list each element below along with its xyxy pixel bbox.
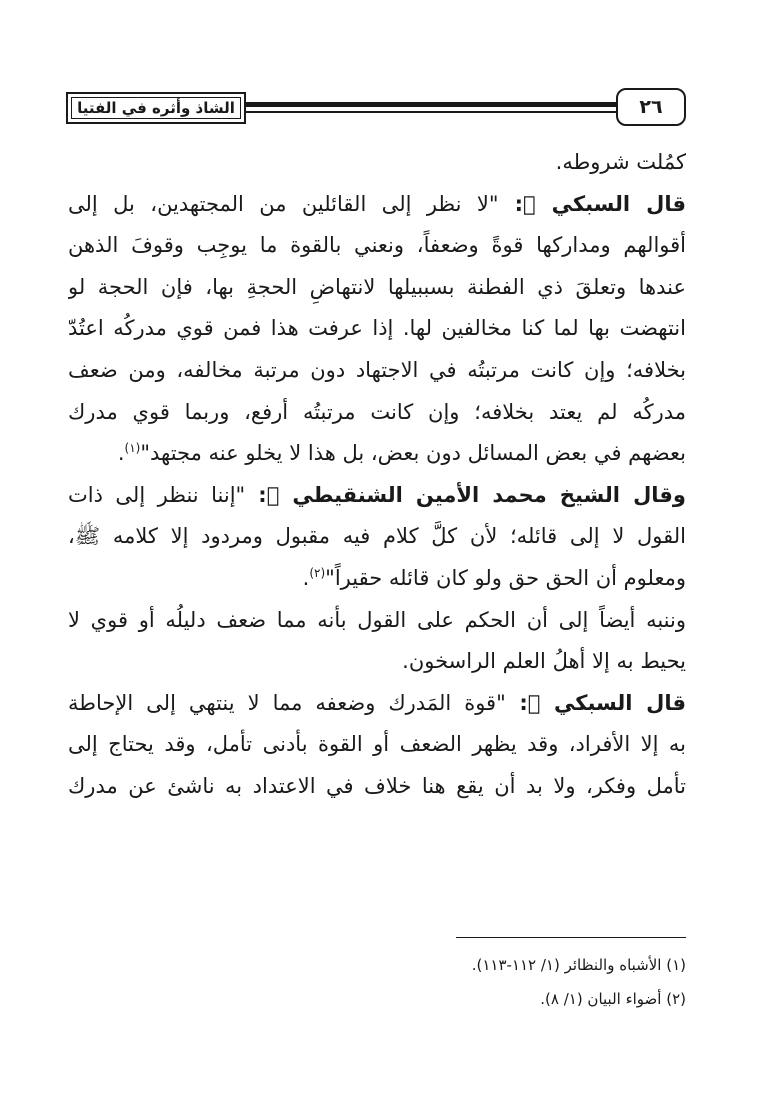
text-line (68, 475, 686, 517)
footnote-ref[interactable]: (١) (124, 441, 141, 456)
book-title-box (66, 92, 246, 124)
line-text: القول لا إلى قائله؛ لأن كلَّ كلام فيه مقبول ومردود إلا كلامه ﷺ، (68, 524, 686, 549)
footnote-separator (456, 937, 686, 938)
speaker-name: وقال الشيخ محمد الأمين الشنقيطي ﷬: (245, 482, 686, 507)
book-title: الشاذ وأثره في الفتيا (71, 97, 241, 119)
text-line (68, 558, 686, 600)
running-header (66, 88, 686, 128)
line-text: به إلا الأفراد، وقد يظهر الضعف أو القوة بأدنى تأمل، وقد يحتاج إلى (68, 732, 686, 757)
line-text: عندها وتعلقَ ذي الفطنة بسببيلها لانتهاضِ الحجةِ بها، فإن الحجة لو (68, 274, 686, 299)
body-text (68, 142, 686, 808)
line-text: يحيط به إلا أهلُ العلم الراسخون. (402, 649, 686, 674)
text-line (68, 516, 686, 558)
header-rule-thin (246, 111, 616, 113)
line-text: مدركُه لم يعتد بخلافه؛ وإن كانت مرتبتُه أرفع، وربما قوي مدرك (68, 399, 686, 424)
text-line (68, 683, 686, 725)
line-text: كمُلت شروطه. (555, 150, 686, 174)
speaker-name: قال السبكي ﷬: (505, 690, 686, 715)
footnote-item: (٢) أضواء البيان (١/ ٨). (540, 990, 686, 1008)
text-line (68, 267, 686, 309)
footnotes (68, 948, 686, 1016)
line-text: "لا نظر إلى القائلين من المجتهدين، بل إلى (68, 191, 499, 216)
line-tail: . (302, 565, 310, 590)
text-line (68, 392, 686, 434)
line-text: أقوالهم ومداركها قوةً وضعفاً، ونعني بالقوة ما يوجِب وقوفَ الذهن (68, 233, 686, 258)
footnote-ref[interactable]: (٢) (309, 565, 326, 580)
text-line (68, 184, 686, 226)
text-line (68, 308, 686, 350)
text-line (68, 350, 686, 392)
line-text: بعضهم في بعض المسائل دون بعض، بل هذا لا يخلو عنه مجتهد" (140, 441, 686, 466)
text-line (68, 142, 686, 184)
line-text: بخلافه؛ وإن كانت مرتبتُه في الاجتهاد دون مرتبة مخالفه، ومن ضعف (68, 357, 686, 382)
line-text: انتهضت بها لما كنا مخالفين لها. إذا عرفت هذا فمن قوي مدركُه اعتُدّ (68, 316, 686, 341)
line-text: "إننا ننظر إلى ذات (68, 482, 246, 507)
text-line (68, 724, 686, 766)
line-text: "قوة المَدرك وضعفه مما لا ينتهي إلى الإحاطة (68, 690, 506, 715)
header-rule-thick (246, 102, 616, 107)
text-line (68, 641, 686, 683)
text-line (68, 433, 686, 475)
text-line (68, 600, 686, 642)
line-text: وننبه أيضاً إلى أن الحكم على القول بأنه مما ضعف دليلُه أو قوي لا (68, 607, 686, 632)
page-number: ٢٦ (616, 88, 686, 126)
text-line (68, 225, 686, 267)
line-text: ومعلوم أن الحق حق ولو كان قائله حقيراً" (325, 565, 686, 590)
line-tail: . (117, 441, 125, 466)
footnote-item: (١) الأشباه والنظائر (١/ ١١٢-١١٣). (471, 956, 686, 974)
text-line (68, 766, 686, 808)
speaker-name: قال السبكي ﷬: (498, 191, 686, 216)
line-text: تأمل وفكر، ولا بد أن يقع هنا خلاف في الاعتداد به ناشئ عن مدرك (68, 773, 686, 798)
